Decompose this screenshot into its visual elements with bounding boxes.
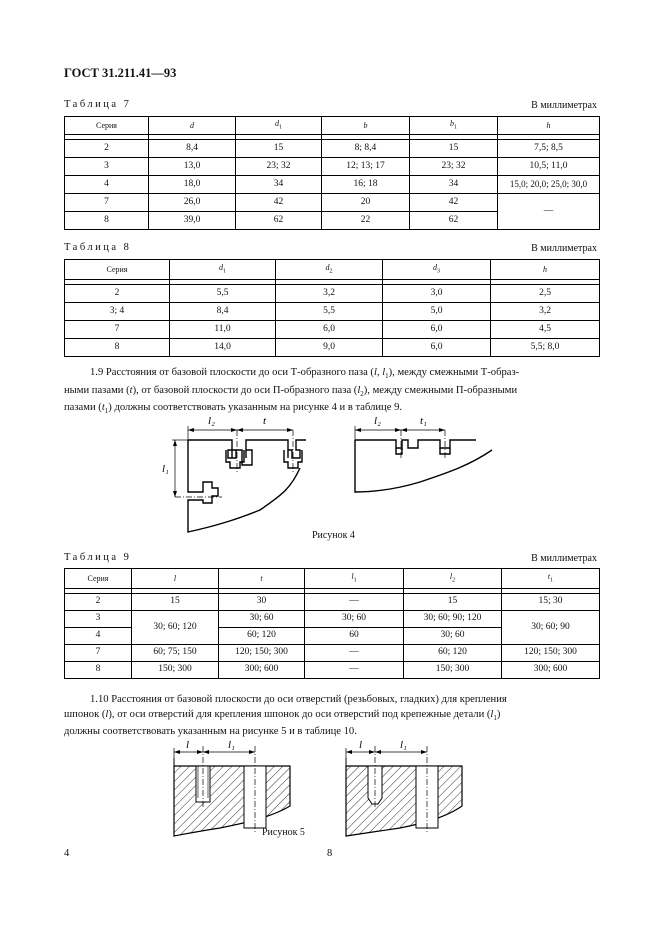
table7-caption: Таблица 7 [64,99,132,110]
table7-header-h: h [498,117,600,135]
table7-header-row [65,117,600,135]
table9-unit: В миллиметрах [531,553,597,564]
table9-header-l: l [132,569,219,589]
table9-header-l2: $l_2$ [404,569,502,589]
table8-header-series: Серия [65,260,170,280]
table9-header-t: t [219,569,305,589]
table-row: 8 14,0 9,0 6,0 5,5; 8,0 [65,339,600,357]
table7-header-d: d [149,117,236,135]
table-row: 4 60; 120 60 30; 60 [65,628,600,645]
table8-caption: Таблица 8 [64,242,132,253]
table9-header-series: Серия [65,569,132,589]
table-row: 8 150; 300 300; 600 — 150; 300 300; 600 [65,662,600,679]
table-row: 3 30; 60; 120 30; 60 30; 60 30; 60; 90; 120 30; 60; 90 [65,611,600,628]
table8-header-row [65,260,600,280]
table-row: 2 15 30 — 15 15; 30 [65,594,600,611]
table-row: 2 8,4 15 8; 8,4 15 7,5; 8,5 [65,140,600,158]
table9-header-t1: $t_1$ [502,569,600,589]
table9 [64,568,600,679]
fig5-label-l1: l₁ [228,739,235,751]
page-number-left: 4 [64,848,70,859]
table-row: 8 39,0 62 22 62 [65,212,600,230]
table9-header-row [65,569,600,589]
table-row: 3; 4 8,4 5,5 5,0 3,2 [65,303,600,321]
table8-unit: В миллиметрах [531,243,597,254]
figure4-caption: Рисунок 4 [312,530,355,541]
table7 [64,116,600,230]
table-row: 7 26,0 42 20 42 — [65,194,600,212]
table7-unit: В миллиметрах [531,100,597,111]
figure5-caption: Рисунок 5 [262,827,305,838]
table9-caption: Таблица 9 [64,552,132,563]
table8-header-d2: $d_2$ [276,260,383,280]
table7-header-b: b [322,117,410,135]
table-row: 3 13,0 23; 32 12; 13; 17 23; 32 10,5; 11,0 [65,158,600,176]
table7-header-d1: $d_1$ [236,117,322,135]
paragraph-1-9: 1.9 Расстояния от базовой плоскости до оси Т-образного паза (l, $l_1$), между смежными Т-образ- ными пазами (t), от базовой плоскости до оси П-образного паза $(l_2)$, между смежными П-образными пазами $(t_1)$ должны соответствовать указанным на рисунке 4 и в таблице 9. [64,367,520,416]
figure5-drawing [160,736,480,841]
fig5-label-l1-right: l₁ [400,739,407,751]
fig5-label-l-right: l [359,739,363,751]
fig4-label-l1: l₁ [162,463,169,475]
figure4-drawing [150,410,520,535]
fig4-label-t1: t₁ [420,415,427,427]
table-row: 2 5,5 3,2 3,0 2,5 [65,285,600,303]
table9-header-l1: $l_1$ [305,569,404,589]
table-row: 4 18,0 34 16; 18 34 15,0; 20,0; 25,0; 30,0 [65,176,600,194]
fig4-label-l2: l₂ [208,415,215,427]
fig4-label-l2-right: l₂ [374,415,381,427]
table7-header-series: Серия [65,117,149,135]
table8-header-h: h [491,260,600,280]
table-row: 7 60; 75; 150 120; 150; 300 — 60; 120 120; 150; 300 [65,645,600,662]
fig5-label-l: l [186,739,190,751]
table7-header-b1: $b_1$ [410,117,498,135]
table8 [64,259,600,357]
table8-header-d1: $d_1$ [170,260,276,280]
table8-header-d3: $d_3$ [383,260,491,280]
page-number-center: 8 [327,848,333,859]
document-title: ГОСТ 31.211.41—93 [64,66,177,80]
fig4-label-t: t [263,415,267,427]
table-row: 7 11,0 6,0 6,0 4,5 [65,321,600,339]
paragraph-1-10: 1.10 Расстояния от базовой плоскости до оси отверстий (резьбовых, гладких) для крепления шпонок (l), от оси отверстий для крепления шпонок до оси отверстий под крепежные детали $(l_1)$ должны соответствовать указанным на рисунке 5 и в таблице 10. [64,694,507,738]
